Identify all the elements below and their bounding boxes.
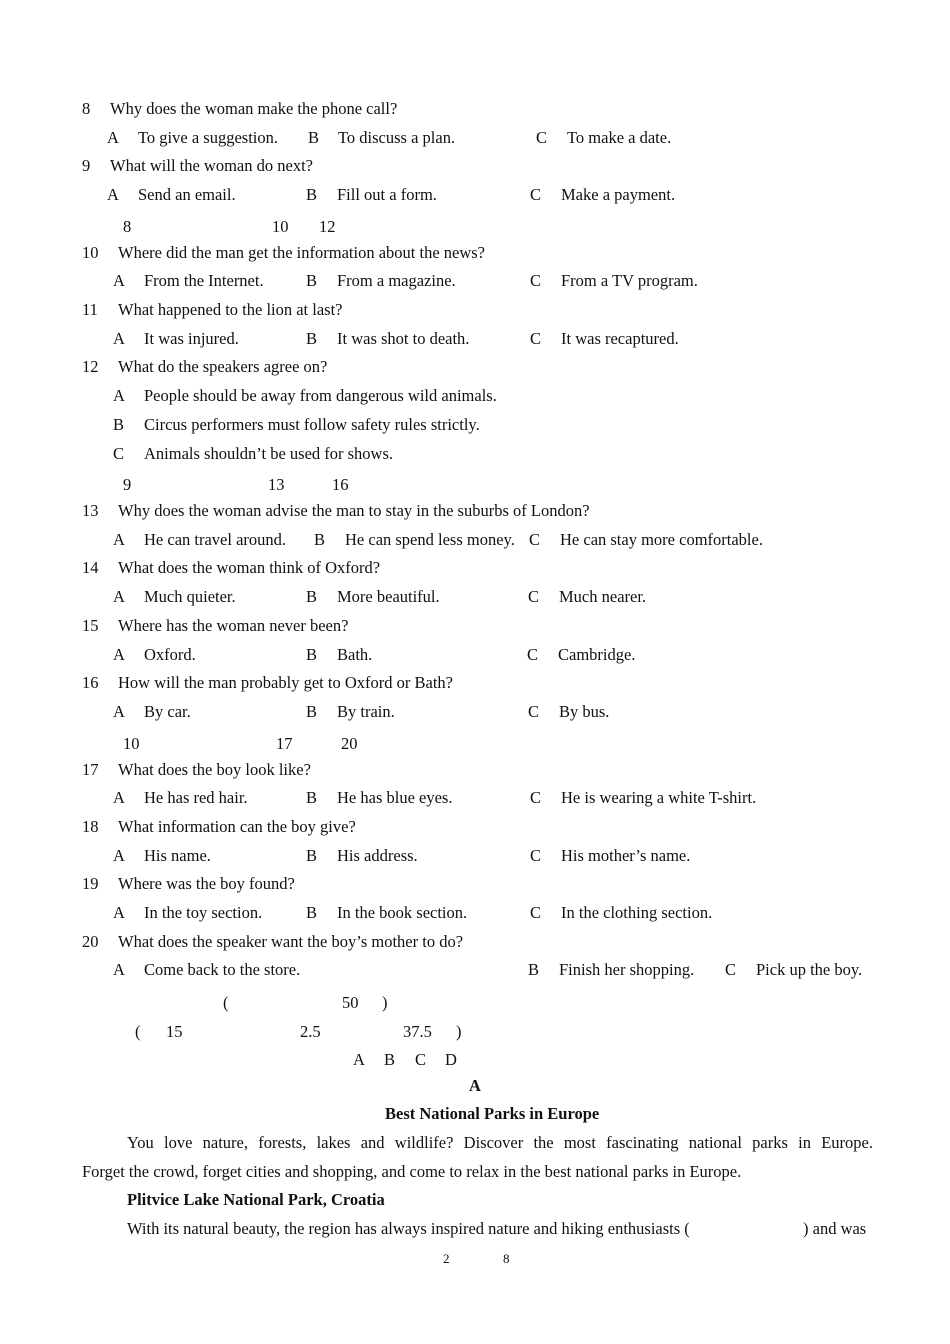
q11-option-b-letter: B xyxy=(306,329,318,348)
q15-option-a-letter: A xyxy=(113,645,125,664)
q17-option-b-text: He has blue eyes. xyxy=(337,788,453,807)
q20-option-b-text: Finish her shopping. xyxy=(559,960,695,979)
section-9-range-start: 13 xyxy=(268,475,285,494)
part2-paren-open: ( xyxy=(223,993,229,1012)
section-10-number: 10 xyxy=(123,734,140,753)
passage-title: Best National Parks in Europe xyxy=(385,1104,600,1123)
q11-option-c-letter: C xyxy=(530,329,542,348)
question-13-stem: Why does the woman advise the man to stay in the suburbs of London? xyxy=(118,501,590,520)
q8-option-b-text: To discuss a plan. xyxy=(338,128,456,147)
q17-option-a-text: He has red hair. xyxy=(144,788,248,807)
q19-option-c-letter: C xyxy=(530,903,542,922)
q16-option-c-text: By bus. xyxy=(559,702,610,721)
q16-option-a-letter: A xyxy=(113,702,125,721)
q20-option-c-text: Pick up the boy. xyxy=(756,960,863,979)
question-19-stem: Where was the boy found? xyxy=(118,874,295,893)
question-13-number: 13 xyxy=(82,501,99,520)
q15-option-b-text: Bath. xyxy=(337,645,373,664)
q8-option-b-letter: B xyxy=(308,128,320,147)
q15-option-c-letter: C xyxy=(527,645,539,664)
q11-option-a-text: It was injured. xyxy=(144,329,239,348)
q19-option-b-letter: B xyxy=(306,903,318,922)
q9-option-b-letter: B xyxy=(306,185,318,204)
section-8-range-end: 12 xyxy=(319,217,336,236)
q16-option-b-letter: B xyxy=(306,702,318,721)
park1-line1-start: With its natural beauty, the region has always inspired nature and hiking enthusiasts ( xyxy=(127,1219,690,1238)
q12-option-a-letter: A xyxy=(113,386,125,405)
q14-option-b-text: More beautiful. xyxy=(337,587,440,606)
passage-intro-line1: You love nature, forests, lakes and wildlife? Discover the most fascinating national parks in Europe. xyxy=(127,1133,873,1152)
choice-d: D xyxy=(445,1050,457,1069)
q14-option-c-letter: C xyxy=(528,587,540,606)
question-15-number: 15 xyxy=(82,616,99,635)
park1-line1-end: ) and was xyxy=(803,1219,867,1238)
q13-option-c-text: He can stay more comfortable. xyxy=(560,530,763,549)
q17-option-c-text: He is wearing a white T-shirt. xyxy=(561,788,757,807)
choice-c: C xyxy=(415,1050,427,1069)
section-8-range-start: 10 xyxy=(272,217,289,236)
q13-option-b-letter: B xyxy=(314,530,326,549)
section-9-number: 9 xyxy=(123,475,132,494)
q10-option-a-letter: A xyxy=(113,271,125,290)
q12-option-b-text: Circus performers must follow safety rules strictly. xyxy=(144,415,480,434)
question-12-number: 12 xyxy=(82,357,99,376)
q20-option-a-text: Come back to the store. xyxy=(144,960,301,979)
question-11-number: 11 xyxy=(82,300,98,319)
section1-count: 15 xyxy=(166,1022,183,1041)
passage-label: A xyxy=(469,1076,481,1095)
q9-option-b-text: Fill out a form. xyxy=(337,185,437,204)
question-17-stem: What does the boy look like? xyxy=(118,760,311,779)
q16-option-c-letter: C xyxy=(528,702,540,721)
q10-option-b-letter: B xyxy=(306,271,318,290)
q14-option-a-text: Much quieter. xyxy=(144,587,236,606)
q13-option-a-text: He can travel around. xyxy=(144,530,287,549)
question-8-number: 8 xyxy=(82,99,91,118)
question-11-stem: What happened to the lion at last? xyxy=(118,300,343,319)
q10-option-b-text: From a magazine. xyxy=(337,271,456,290)
q13-option-a-letter: A xyxy=(113,530,125,549)
q15-option-a-text: Oxford. xyxy=(144,645,196,664)
question-15-stem: Where has the woman never been? xyxy=(118,616,349,635)
q18-option-a-letter: A xyxy=(113,846,125,865)
q18-option-c-letter: C xyxy=(530,846,542,865)
q19-option-b-text: In the book section. xyxy=(337,903,468,922)
section1-total-score: 37.5 xyxy=(403,1022,432,1041)
question-14-stem: What does the woman think of Oxford? xyxy=(118,558,381,577)
question-9-stem: What will the woman do next? xyxy=(110,156,313,175)
q17-option-c-letter: C xyxy=(530,788,542,807)
part2-paren-close: ) xyxy=(382,993,388,1012)
question-9-number: 9 xyxy=(82,156,91,175)
q14-option-a-letter: A xyxy=(113,587,125,606)
choice-a: A xyxy=(353,1050,365,1069)
q18-option-b-letter: B xyxy=(306,846,318,865)
section-10-range-end: 20 xyxy=(341,734,358,753)
question-10-stem: Where did the man get the information about the news? xyxy=(118,243,486,262)
section1-paren-close: ) xyxy=(456,1022,462,1041)
q20-option-b-letter: B xyxy=(528,960,540,979)
question-12-stem: What do the speakers agree on? xyxy=(118,357,328,376)
question-19-number: 19 xyxy=(82,874,99,893)
question-16-stem: How will the man probably get to Oxford or Bath? xyxy=(118,673,453,692)
question-14-number: 14 xyxy=(82,558,99,577)
q17-option-a-letter: A xyxy=(113,788,125,807)
q14-option-b-letter: B xyxy=(306,587,318,606)
question-8-stem: Why does the woman make the phone call? xyxy=(110,99,398,118)
q19-option-a-text: In the toy section. xyxy=(144,903,263,922)
question-18-number: 18 xyxy=(82,817,99,836)
q9-option-a-letter: A xyxy=(107,185,119,204)
q8-option-c-letter: C xyxy=(536,128,548,147)
q10-option-c-text: From a TV program. xyxy=(561,271,698,290)
q15-option-c-text: Cambridge. xyxy=(558,645,636,664)
question-18-stem: What information can the boy give? xyxy=(118,817,356,836)
question-10-number: 10 xyxy=(82,243,99,262)
q20-option-c-letter: C xyxy=(725,960,737,979)
section1-paren-open: ( xyxy=(135,1022,141,1041)
q16-option-a-text: By car. xyxy=(144,702,191,721)
footer-total-pages: 8 xyxy=(503,1251,510,1266)
q19-option-a-letter: A xyxy=(113,903,125,922)
q19-option-c-text: In the clothing section. xyxy=(561,903,713,922)
park1-heading: Plitvice Lake National Park, Croatia xyxy=(127,1190,385,1209)
q9-option-c-text: Make a payment. xyxy=(561,185,676,204)
q12-option-c-text: Animals shouldn’t be used for shows. xyxy=(144,444,394,463)
q13-option-b-text: He can spend less money. xyxy=(345,530,515,549)
part2-score: 50 xyxy=(342,993,359,1012)
q10-option-a-text: From the Internet. xyxy=(144,271,264,290)
q18-option-b-text: His address. xyxy=(337,846,418,865)
question-20-stem: What does the speaker want the boy’s mother to do? xyxy=(118,932,464,951)
q11-option-c-text: It was recaptured. xyxy=(561,329,679,348)
q12-option-a-text: People should be away from dangerous wild animals. xyxy=(144,386,497,405)
q16-option-b-text: By train. xyxy=(337,702,395,721)
q12-option-b-letter: B xyxy=(113,415,125,434)
question-20-number: 20 xyxy=(82,932,99,951)
q15-option-b-letter: B xyxy=(306,645,318,664)
footer-page-number: 2 xyxy=(443,1251,450,1266)
section-9-range-end: 16 xyxy=(332,475,349,494)
q8-option-c-text: To make a date. xyxy=(567,128,672,147)
q13-option-c-letter: C xyxy=(529,530,541,549)
q20-option-a-letter: A xyxy=(113,960,125,979)
question-17-number: 17 xyxy=(82,760,99,779)
q18-option-c-text: His mother’s name. xyxy=(561,846,691,865)
question-16-number: 16 xyxy=(82,673,99,692)
section-8-number: 8 xyxy=(123,217,132,236)
passage-intro-line2: Forget the crowd, forget cities and shopping, and come to relax in the best national parks in Europe. xyxy=(82,1162,742,1181)
q11-option-a-letter: A xyxy=(113,329,125,348)
q8-option-a-letter: A xyxy=(107,128,119,147)
q11-option-b-text: It was shot to death. xyxy=(337,329,470,348)
q14-option-c-text: Much nearer. xyxy=(559,587,647,606)
section1-each-score: 2.5 xyxy=(300,1022,321,1041)
choice-b: B xyxy=(384,1050,396,1069)
section-10-range-start: 17 xyxy=(276,734,293,753)
q12-option-c-letter: C xyxy=(113,444,125,463)
q8-option-a-text: To give a suggestion. xyxy=(138,128,278,147)
q9-option-a-text: Send an email. xyxy=(138,185,236,204)
q10-option-c-letter: C xyxy=(530,271,542,290)
q9-option-c-letter: C xyxy=(530,185,542,204)
q18-option-a-text: His name. xyxy=(144,846,211,865)
q17-option-b-letter: B xyxy=(306,788,318,807)
